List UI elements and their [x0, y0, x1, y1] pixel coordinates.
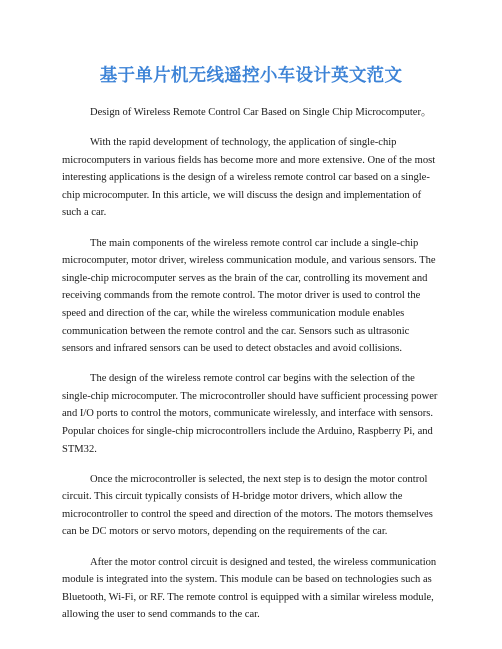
document-title: 基于单片机无线遥控小车设计英文范文 — [99, 66, 403, 86]
document-body — [62, 104, 441, 636]
paragraph: Once the microcontroller is selected, the next step is to design the motor control circuit. This circuit typically consists of H-bridge motor drivers, which allow the microcontroller to control the speed and direction of the motors. The motors themselves can be DC motors or servo motors, depending on the requirements of the car. — [62, 473, 433, 538]
paragraph: With the rapid development of technology, the application of single-chip microcomputers in various fields has become more and more extensive. One of the most interesting applications is the design of a wireless remote control car based on a single-chip microcomputer. In this article, we will discuss the design and implementation of such a car. — [62, 137, 436, 219]
paragraph: The design of the wireless remote control car begins with the selection of the single-chip microcomputer. The microcontroller should have sufficient processing power and I/O ports to control the motors, communicate wirelessly, and interface with sensors. Popular choices for single-chip microcontrollers include the Arduino, Raspberry Pi, and STM32. — [62, 373, 438, 455]
paragraph: The main components of the wireless remote control car include a single-chip microcomputer, motor driver, wireless communication module, and various sensors. The single-chip microcomputer serves as the brain of the car, controlling its movement and receiving commands from the remote control. The motor driver is used to control the speed and direction of the car, while the wireless communication module enables communication between the remote control and the car. Sensors such as ultrasonic sensors and infrared sensors can be used to detect obstacles and avoid collisions. — [62, 237, 436, 355]
paragraph: After the motor control circuit is designed and tested, the wireless communication module is integrated into the system. This module can be based on technologies such as Bluetooth, Wi-Fi, or RF. The remote control is equipped with a similar wireless module, allowing the user to send commands to the car. — [62, 556, 437, 621]
paragraph: Design of Wireless Remote Control Car Based on Single Chip Microcomputer。 — [90, 107, 432, 118]
